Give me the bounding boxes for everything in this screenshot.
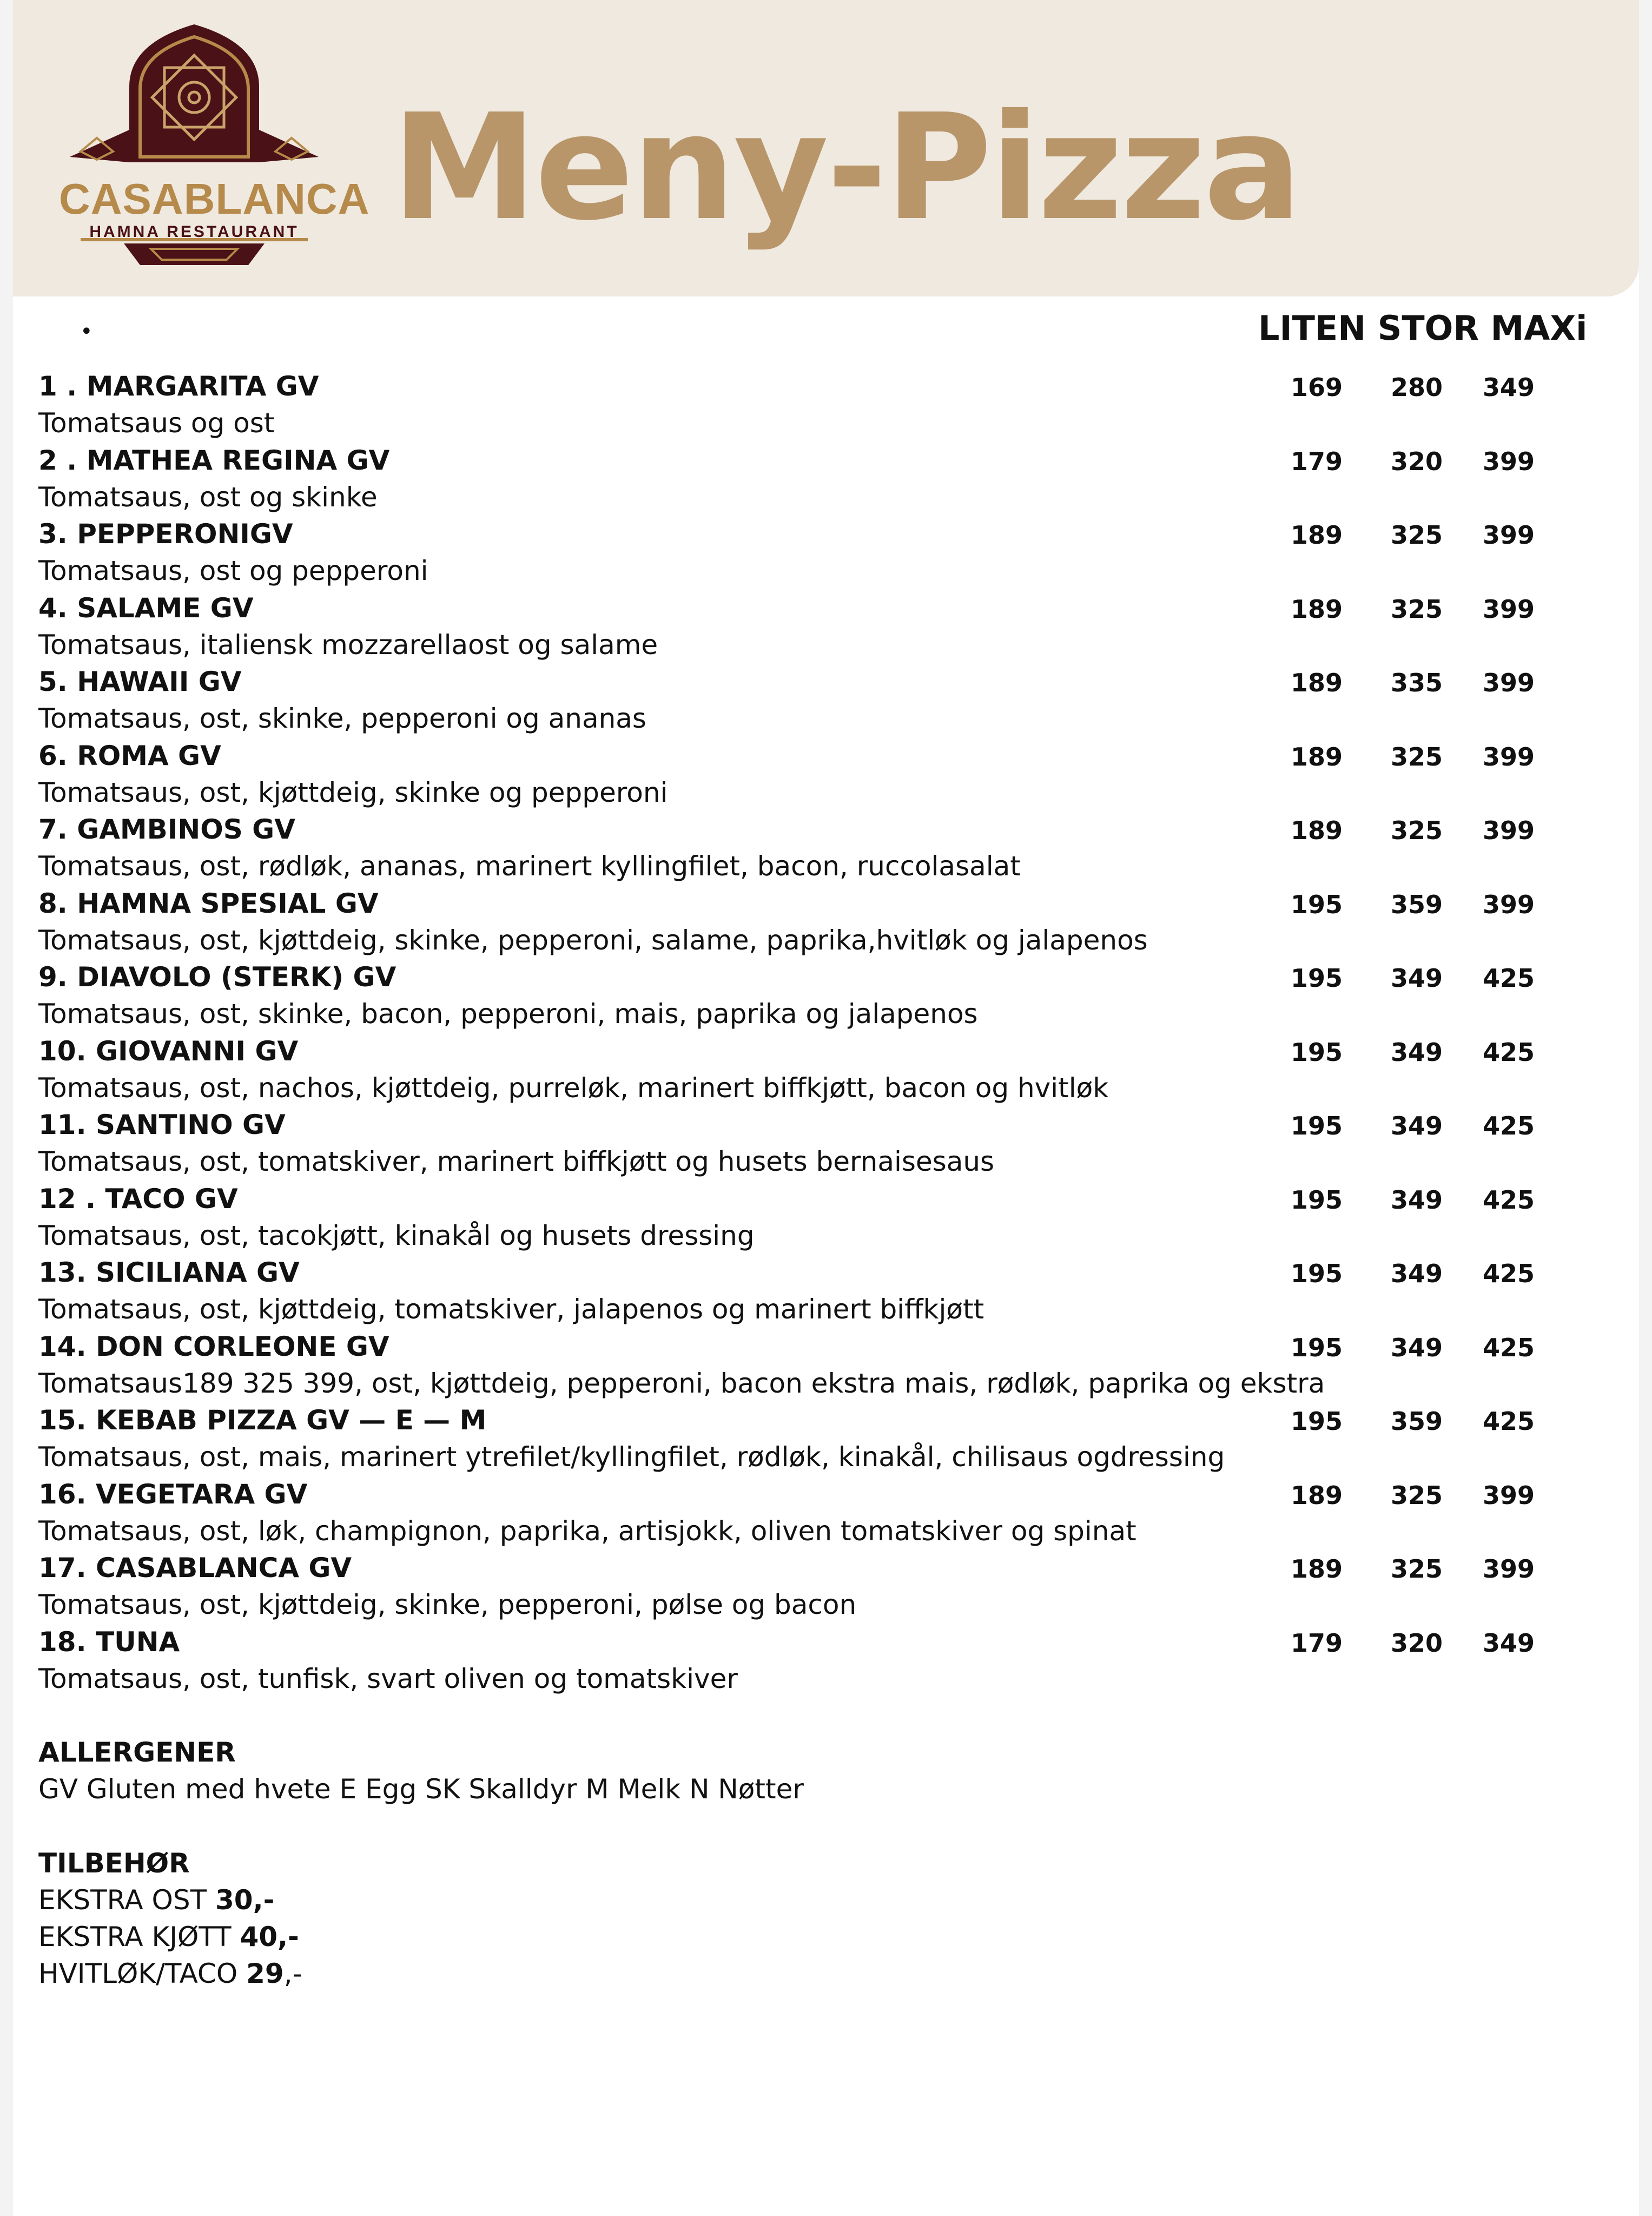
menu-item-name: 10. GIOVANNI GV — [38, 1035, 299, 1067]
menu-item-name: 16. VEGETARA GV — [38, 1478, 308, 1510]
menu-item-description: Tomatsaus189 325 399, ost, kjøttdeig, pepperoni, bacon ekstra mais, rødløk, paprika og ekstra — [38, 1367, 1325, 1399]
price-liten: 195 — [1290, 1333, 1343, 1362]
menu-item — [38, 368, 1245, 441]
price-stor: 359 — [1390, 1407, 1443, 1436]
price-stor: 325 — [1390, 816, 1443, 845]
price-liten: 189 — [1290, 668, 1343, 697]
price-liten: 179 — [1290, 446, 1343, 476]
menu-item-name: 12 . TACO GV — [38, 1183, 238, 1215]
header-banner — [13, 0, 1639, 296]
menu-item-name: 6. ROMA GV — [38, 740, 221, 771]
price-liten: 189 — [1290, 1480, 1343, 1510]
menu-item-name: 2 . MATHEA REGINA GV — [38, 444, 390, 476]
price-stor: 349 — [1390, 1185, 1443, 1215]
logo-brand-name: CASABLANCA — [59, 175, 370, 223]
price-maxi: 399 — [1482, 1554, 1535, 1584]
price-maxi: 425 — [1482, 1037, 1535, 1067]
menu-page — [13, 0, 1639, 2216]
menu-item-description: Tomatsaus, ost, rødløk, ananas, marinert kyllingfilet, bacon, ruccolasalat — [38, 850, 1021, 882]
menu-item-name: 9. DIAVOLO (STERK) GV — [38, 961, 397, 993]
price-liten: 189 — [1290, 742, 1343, 771]
menu-item-description: Tomatsaus, ost, kjøttdeig, skinke og pepperoni — [38, 776, 668, 808]
price-liten: 189 — [1290, 1554, 1343, 1584]
menu-item-description: Tomatsaus, ost, nachos, kjøttdeig, purreløk, marinert biffkjøtt, bacon og hvitløk — [38, 1072, 1109, 1104]
menu-item-name: 1 . MARGARITA GV — [38, 371, 319, 402]
price-maxi: 425 — [1482, 1333, 1535, 1362]
menu-item — [38, 737, 1245, 811]
menu-item-description: Tomatsaus, ost, tacokjøtt, kinakål og husets dressing — [38, 1219, 755, 1251]
price-maxi: 349 — [1482, 1628, 1535, 1658]
menu-item-description: Tomatsaus, ost, skinke, pepperoni og ananas — [38, 703, 646, 734]
extra-item: HVITLØK/TACO 29,- — [38, 1958, 302, 1989]
price-maxi: 399 — [1482, 520, 1535, 550]
menu-item-description: Tomatsaus, ost, mais, marinert ytrefilet/kyllingfilet, rødløk, kinakål, chilisaus ogdressing — [38, 1441, 1225, 1473]
menu-item-name: 8. HAMNA SPESIAL GV — [38, 887, 379, 919]
price-maxi: 425 — [1482, 1185, 1535, 1215]
menu-item-name: 4. SALAME GV — [38, 592, 254, 624]
extra-item: EKSTRA KJØTT 40,- — [38, 1921, 299, 1953]
menu-item-description: Tomatsaus, italiensk mozzarellaost og salame — [38, 629, 658, 661]
extra-item: EKSTRA OST 30,- — [38, 1884, 275, 1916]
size-column-headers: LITEN STOR MAXi — [1258, 308, 1588, 348]
menu-item-name: 13. SICILIANA GV — [38, 1257, 300, 1288]
menu-item-description: Tomatsaus, ost, skinke, bacon, pepperoni, mais, paprika og jalapenos — [38, 998, 978, 1030]
menu-item — [38, 811, 1245, 885]
price-stor: 320 — [1390, 446, 1443, 476]
menu-item — [38, 590, 1245, 663]
price-liten: 179 — [1290, 1628, 1343, 1658]
menu-item-name: 14. DON CORLEONE GV — [38, 1330, 389, 1362]
price-maxi: 399 — [1482, 594, 1535, 624]
menu-item-name: 3. PEPPERONIGV — [38, 518, 293, 550]
menu-item-description: Tomatsaus, ost, kjøttdeig, tomatskiver, jalapenos og marinert biffkjøtt — [38, 1294, 984, 1325]
menu-item — [38, 1476, 1245, 1549]
price-liten: 169 — [1290, 373, 1343, 402]
page-title: Meny-Pizza — [392, 82, 1300, 253]
price-stor: 349 — [1390, 1037, 1443, 1067]
price-maxi: 425 — [1482, 964, 1535, 993]
price-stor: 325 — [1390, 742, 1443, 771]
price-maxi: 425 — [1482, 1259, 1535, 1288]
price-maxi: 399 — [1482, 1480, 1535, 1510]
menu-item — [38, 1549, 1245, 1623]
price-liten: 189 — [1290, 594, 1343, 624]
casablanca-logo — [59, 22, 370, 276]
price-maxi: 425 — [1482, 1407, 1535, 1436]
menu-item — [38, 1106, 1245, 1180]
price-stor: 349 — [1390, 1333, 1443, 1362]
bullet-dot: • — [80, 319, 93, 344]
allergens-title: ALLERGENER — [38, 1737, 236, 1768]
menu-item — [38, 1624, 1245, 1697]
price-liten: 189 — [1290, 520, 1343, 550]
price-maxi: 399 — [1482, 816, 1535, 845]
price-liten: 195 — [1290, 1185, 1343, 1215]
menu-item — [38, 885, 1245, 959]
price-stor: 349 — [1390, 1111, 1443, 1140]
menu-item-description: Tomatsaus, ost, kjøttdeig, skinke, pepperoni, pølse og bacon — [38, 1589, 857, 1620]
menu-item-name: 5. HAWAII GV — [38, 666, 242, 697]
price-stor: 349 — [1390, 1259, 1443, 1288]
price-stor: 325 — [1390, 594, 1443, 624]
menu-item-description: Tomatsaus, ost, tomatskiver, marinert biffkjøtt og husets bernaisesaus — [38, 1146, 995, 1177]
menu-item-name: 11. SANTINO GV — [38, 1109, 286, 1140]
menu-item — [38, 663, 1245, 737]
menu-item — [38, 959, 1245, 1032]
menu-item-name: 15. KEBAB PIZZA GV — E — M — [38, 1404, 487, 1436]
menu-item — [38, 1254, 1245, 1328]
menu-item-description: Tomatsaus, ost, løk, champignon, paprika, artisjokk, oliven tomatskiver og spinat — [38, 1515, 1136, 1547]
price-liten: 195 — [1290, 1037, 1343, 1067]
price-maxi: 349 — [1482, 373, 1535, 402]
menu-item-name: 17. CASABLANCA GV — [38, 1552, 352, 1584]
price-maxi: 399 — [1482, 668, 1535, 697]
price-liten: 189 — [1290, 816, 1343, 845]
logo-brand-subtitle: HAMNA RESTAURANT — [89, 223, 299, 241]
menu-item — [38, 442, 1245, 516]
extras-title: TILBEHØR — [38, 1848, 190, 1879]
price-liten: 195 — [1290, 1407, 1343, 1436]
menu-item — [38, 1402, 1245, 1475]
price-liten: 195 — [1290, 964, 1343, 993]
price-liten: 195 — [1290, 889, 1343, 919]
price-liten: 195 — [1290, 1111, 1343, 1140]
menu-item-name: 7. GAMBINOS GV — [38, 814, 295, 845]
menu-item — [38, 1180, 1245, 1254]
price-maxi: 399 — [1482, 742, 1535, 771]
price-stor: 325 — [1390, 1480, 1443, 1510]
price-stor: 320 — [1390, 1628, 1443, 1658]
price-stor: 359 — [1390, 889, 1443, 919]
price-maxi: 425 — [1482, 1111, 1535, 1140]
price-stor: 335 — [1390, 668, 1443, 697]
menu-item-description: Tomatsaus, ost og pepperoni — [38, 555, 428, 586]
menu-item-description: Tomatsaus, ost, tunfisk, svart oliven og tomatskiver — [38, 1663, 738, 1694]
menu-item — [38, 1033, 1245, 1106]
menu-item — [38, 516, 1245, 589]
menu-item-description: Tomatsaus, ost, kjøttdeig, skinke, pepperoni, salame, paprika,hvitløk og jalapenos — [38, 924, 1148, 956]
allergens-text: GV Gluten med hvete E Egg SK Skalldyr M Melk N Nøtter — [38, 1773, 804, 1805]
price-stor: 349 — [1390, 964, 1443, 993]
price-maxi: 399 — [1482, 889, 1535, 919]
price-liten: 195 — [1290, 1259, 1343, 1288]
menu-item-description: Tomatsaus, ost og skinke — [38, 481, 378, 513]
price-stor: 280 — [1390, 373, 1443, 402]
price-stor: 325 — [1390, 520, 1443, 550]
menu-item-description: Tomatsaus og ost — [38, 407, 275, 439]
price-maxi: 399 — [1482, 446, 1535, 476]
menu-item-name: 18. TUNA — [38, 1626, 180, 1658]
price-stor: 325 — [1390, 1554, 1443, 1584]
